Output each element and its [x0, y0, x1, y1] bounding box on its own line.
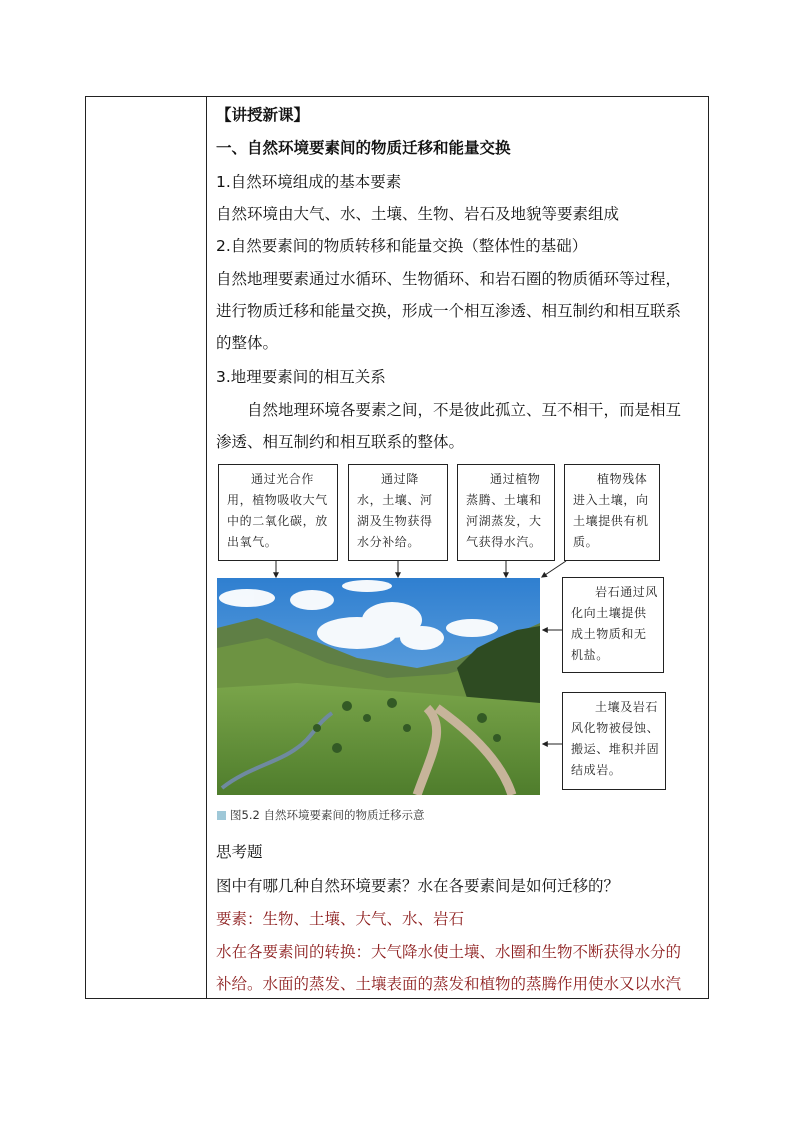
annotation-box-photosynthesis: 通过光合作用，植物吸收大气中的二氧化碳，放出氧气。 — [218, 464, 338, 561]
subheading-1: 1.自然环境组成的基本要素 — [216, 173, 402, 191]
annotation-box-rock-formation: 土壤及岩石风化物被侵蚀、搬运、堆积并固结成岩。 — [562, 692, 666, 790]
annotation-box-organic-matter: 植物残体进入土壤，向土壤提供有机质。 — [564, 464, 660, 561]
caption-marker-icon — [217, 811, 226, 820]
landscape-photo — [217, 578, 540, 795]
question-label: 思考题 — [216, 843, 263, 861]
answer-water-line-1: 水在各要素间的转换：大气降水使土壤、水圈和生物不断获得水分的 — [216, 943, 682, 961]
annotation-box-weathering: 岩石通过风化向土壤提供成土物质和无机盐。 — [562, 577, 664, 673]
heading-1: 一、自然环境要素间的物质迁移和能量交换 — [216, 139, 511, 157]
paragraph-3-line-2: 渗透、相互制约和相互联系的整体。 — [216, 433, 465, 451]
paragraph-1: 自然环境由大气、水、土壤、生物、岩石及地貌等要素组成 — [216, 205, 620, 223]
annotation-box-evaporation: 通过植物蒸腾、土壤和河湖蒸发，大气获得水汽。 — [457, 464, 555, 561]
figure-caption — [217, 807, 424, 823]
column-divider — [206, 97, 207, 998]
paragraph-2-line-1: 自然地理要素通过水循环、生物循环、和岩石圈的物质循环等过程， — [216, 270, 682, 288]
subheading-2: 2.自然要素间的物质转移和能量交换（整体性的基础） — [216, 237, 588, 255]
question-text: 图中有哪几种自然环境要素？水在各要素间是如何迁移的？ — [216, 877, 620, 895]
paragraph-2-line-2: 进行物质迁移和能量交换，形成一个相互渗透、相互制约和相互联系 — [216, 302, 682, 320]
paragraph-2-line-3: 的整体。 — [216, 334, 279, 352]
caption-text: 图5.2 自然环境要素间的物质迁移示意 — [230, 808, 425, 822]
section-header: 【讲授新课】 — [216, 106, 310, 124]
answer-elements: 要素：生物、土壤、大气、水、岩石 — [216, 910, 465, 928]
paragraph-3-line-1: 自然地理环境各要素之间，不是彼此孤立、互不相干，而是相互 — [247, 401, 682, 419]
answer-water-line-2: 补给。水面的蒸发、土壤表面的蒸发和植物的蒸腾作用使水又以水汽 — [216, 975, 682, 993]
subheading-3: 3.地理要素间的相互关系 — [216, 368, 386, 386]
annotation-box-precipitation: 通过降水，土壤、河湖及生物获得水分补给。 — [348, 464, 448, 561]
lesson-table — [85, 96, 709, 999]
